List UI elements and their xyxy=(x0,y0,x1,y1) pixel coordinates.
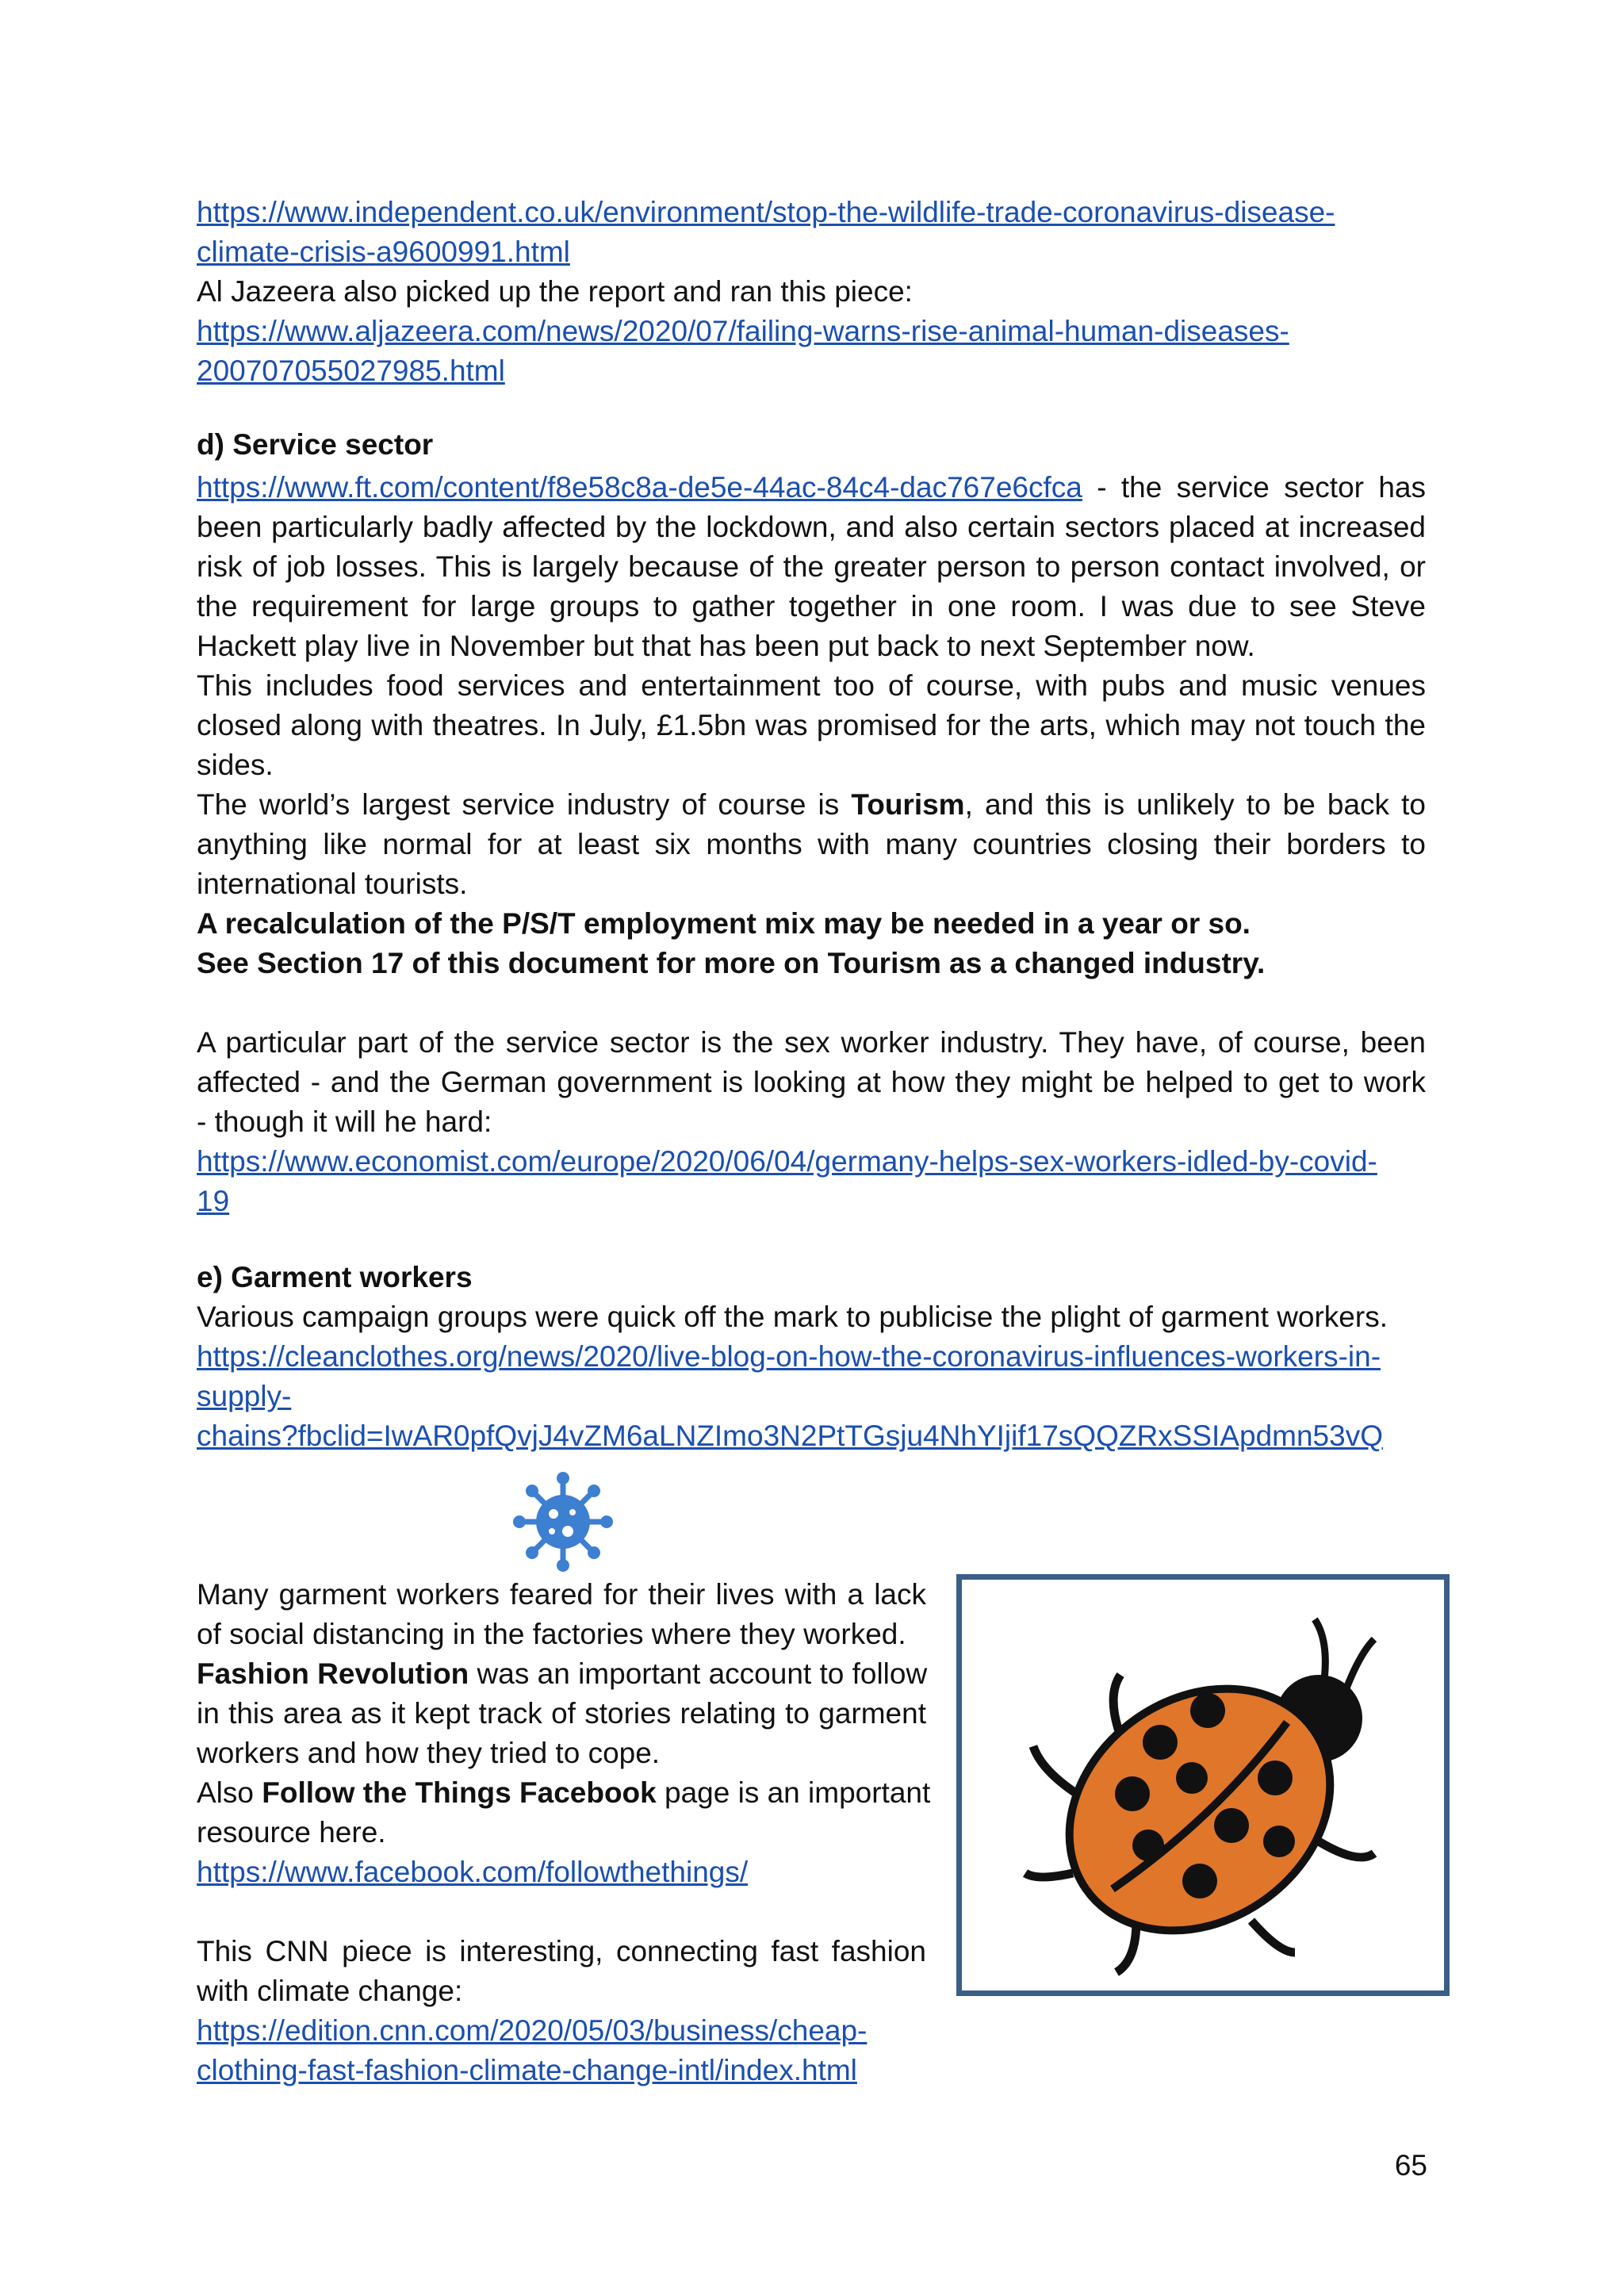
virus-icon xyxy=(512,1471,614,1573)
service-line-11: international tourists. xyxy=(197,868,468,900)
line-economist-link-a xyxy=(197,1142,1426,1182)
line-economist-link-b xyxy=(197,1182,1426,1221)
cnn-link[interactable]: https://edition.cnn.com/2020/05/03/business/cheap- xyxy=(197,2014,868,2047)
aljazeera-text: Al Jazeera also picked up the report and ran this piece: xyxy=(197,275,913,308)
service-line-2: been particularly badly affected by the lockdown, and also certain sectors placed at increased xyxy=(197,511,1426,543)
service-line-8: sides. xyxy=(197,749,274,781)
cleanclothes-link-cont[interactable]: supply- xyxy=(197,1380,292,1412)
garment-col-line-6c: page is an important xyxy=(656,1776,931,1809)
garment-col-line-4: in this area as it kept track of stories relating to garment xyxy=(197,1697,926,1730)
service-sector-heading: d) Service sector xyxy=(197,428,434,461)
line-aljazeera-link-a xyxy=(197,312,1426,351)
line-facebook-link xyxy=(197,1852,926,1892)
garment-col-line-6a: Also xyxy=(197,1776,262,1809)
garment-col-line-7: resource here. xyxy=(197,1816,386,1849)
garment-col-line-5: workers and how they tried to cope. xyxy=(197,1737,661,1769)
service-line-9 xyxy=(197,785,1426,825)
line-cnn-link-b xyxy=(197,2051,926,2090)
fashion-revolution: Fashion Revolution xyxy=(197,1657,469,1690)
economist-link[interactable]: https://www.economist.com/europe/2020/06/04/germany-helps-sex-workers-idled-by-covid- xyxy=(197,1145,1377,1178)
facebook-link[interactable]: https://www.facebook.com/followthethings/ xyxy=(197,1856,749,1888)
garment-col-line-2: of social distancing in the factories where they worked. xyxy=(197,1618,906,1650)
sex-worker-line-1: A particular part of the service sector is the sex worker industry. They have, of course, been xyxy=(197,1026,1426,1059)
line-aljazeera-link-b xyxy=(197,351,1426,391)
economist-link-cont[interactable]: 19 xyxy=(197,1185,230,1217)
tourism-word: Tourism xyxy=(851,788,965,821)
service-line-9c: , and this is unlikely to be back to xyxy=(964,788,1426,821)
cnn-line-2: with climate change: xyxy=(197,1975,463,2007)
service-line-10: anything like normal for at least six months with many countries closing their borders to xyxy=(197,828,1426,860)
bold-see-section: See Section 17 of this document for more on Tourism as a changed industry. xyxy=(197,947,1266,979)
ladybird-illustration xyxy=(962,1580,1444,1990)
page-number: 65 xyxy=(1394,2149,1427,2182)
service-line-1 xyxy=(197,468,1426,508)
ladybird-image xyxy=(956,1574,1450,1996)
aljazeera-link[interactable]: https://www.aljazeera.com/news/2020/07/failing-warns-rise-animal-human-diseases- xyxy=(197,315,1289,347)
garment-col-line-6 xyxy=(197,1773,931,1813)
cnn-link-cont[interactable]: clothing-fast-fashion-climate-change-intl/index.html xyxy=(197,2054,857,2086)
aljazeera-link-cont[interactable]: 200707055027985.html xyxy=(197,354,505,387)
service-line-5: Hackett play live in November but that has been put back to next September now. xyxy=(197,630,1255,662)
line-cleanclothes-link-b xyxy=(197,1377,1426,1416)
service-line-6: This includes food services and entertainment too of course, with pubs and music venues xyxy=(197,669,1426,702)
line-cleanclothes-link-c xyxy=(197,1416,1426,1456)
ft-link[interactable]: https://www.ft.com/content/f8e58c8a-de5e-44ac-84c4-dac767e6cfca xyxy=(197,471,1082,504)
line-cnn-link-a xyxy=(197,2011,926,2051)
bold-recalculation: A recalculation of the P/S/T employment mix may be needed in a year or so. xyxy=(197,907,1251,940)
sex-worker-line-3: - though it will he hard: xyxy=(197,1105,492,1138)
line-independent-link-a xyxy=(197,193,1426,232)
sex-worker-line-2: affected - and the German government is looking at how they might be helped to get to work xyxy=(197,1066,1426,1098)
service-line-3: risk of job losses. This is largely because of the greater person to person contact involved, or xyxy=(197,550,1426,583)
garment-line-1: Various campaign groups were quick off the mark to publicise the plight of garment workers. xyxy=(197,1301,1388,1333)
service-line-7: closed along with theatres. In July, £1.5bn was promised for the arts, which may not touch the xyxy=(197,709,1426,741)
garment-heading: e) Garment workers xyxy=(197,1261,473,1293)
line-cleanclothes-link-a xyxy=(197,1337,1426,1377)
line-independent-link-b xyxy=(197,232,1426,272)
cleanclothes-link[interactable]: https://cleanclothes.org/news/2020/live-blog-on-how-the-coronavirus-influences-workers-in- xyxy=(197,1340,1381,1373)
service-line-1-rest: - the service sector has xyxy=(1082,471,1426,504)
cleanclothes-link-cont2[interactable]: chains?fbclid=IwAR0pfQvjJ4vZM6aLNZImo3N2PtTGsju4NhYIjif17sQQZRxSSIApdmn53vQ xyxy=(197,1420,1383,1452)
service-line-9a: The world’s largest service industry of course is xyxy=(197,788,852,821)
garment-col-line-3-rest: was an important account to follow xyxy=(469,1657,928,1690)
follow-the-things: Follow the Things Facebook xyxy=(262,1776,657,1809)
garment-col-line-1: Many garment workers feared for their lives with a lack xyxy=(197,1578,926,1611)
garment-col-line-3 xyxy=(197,1654,926,1694)
service-line-4: the requirement for large groups to gather together in one room. I was due to see Steve xyxy=(197,590,1426,623)
cnn-line-1: This CNN piece is interesting, connecting fast fashion xyxy=(197,1935,926,1967)
independent-link-cont[interactable]: climate-crisis-a9600991.html xyxy=(197,236,570,268)
independent-link[interactable]: https://www.independent.co.uk/environment/stop-the-wildlife-trade-coronavirus-disease- xyxy=(197,196,1335,228)
